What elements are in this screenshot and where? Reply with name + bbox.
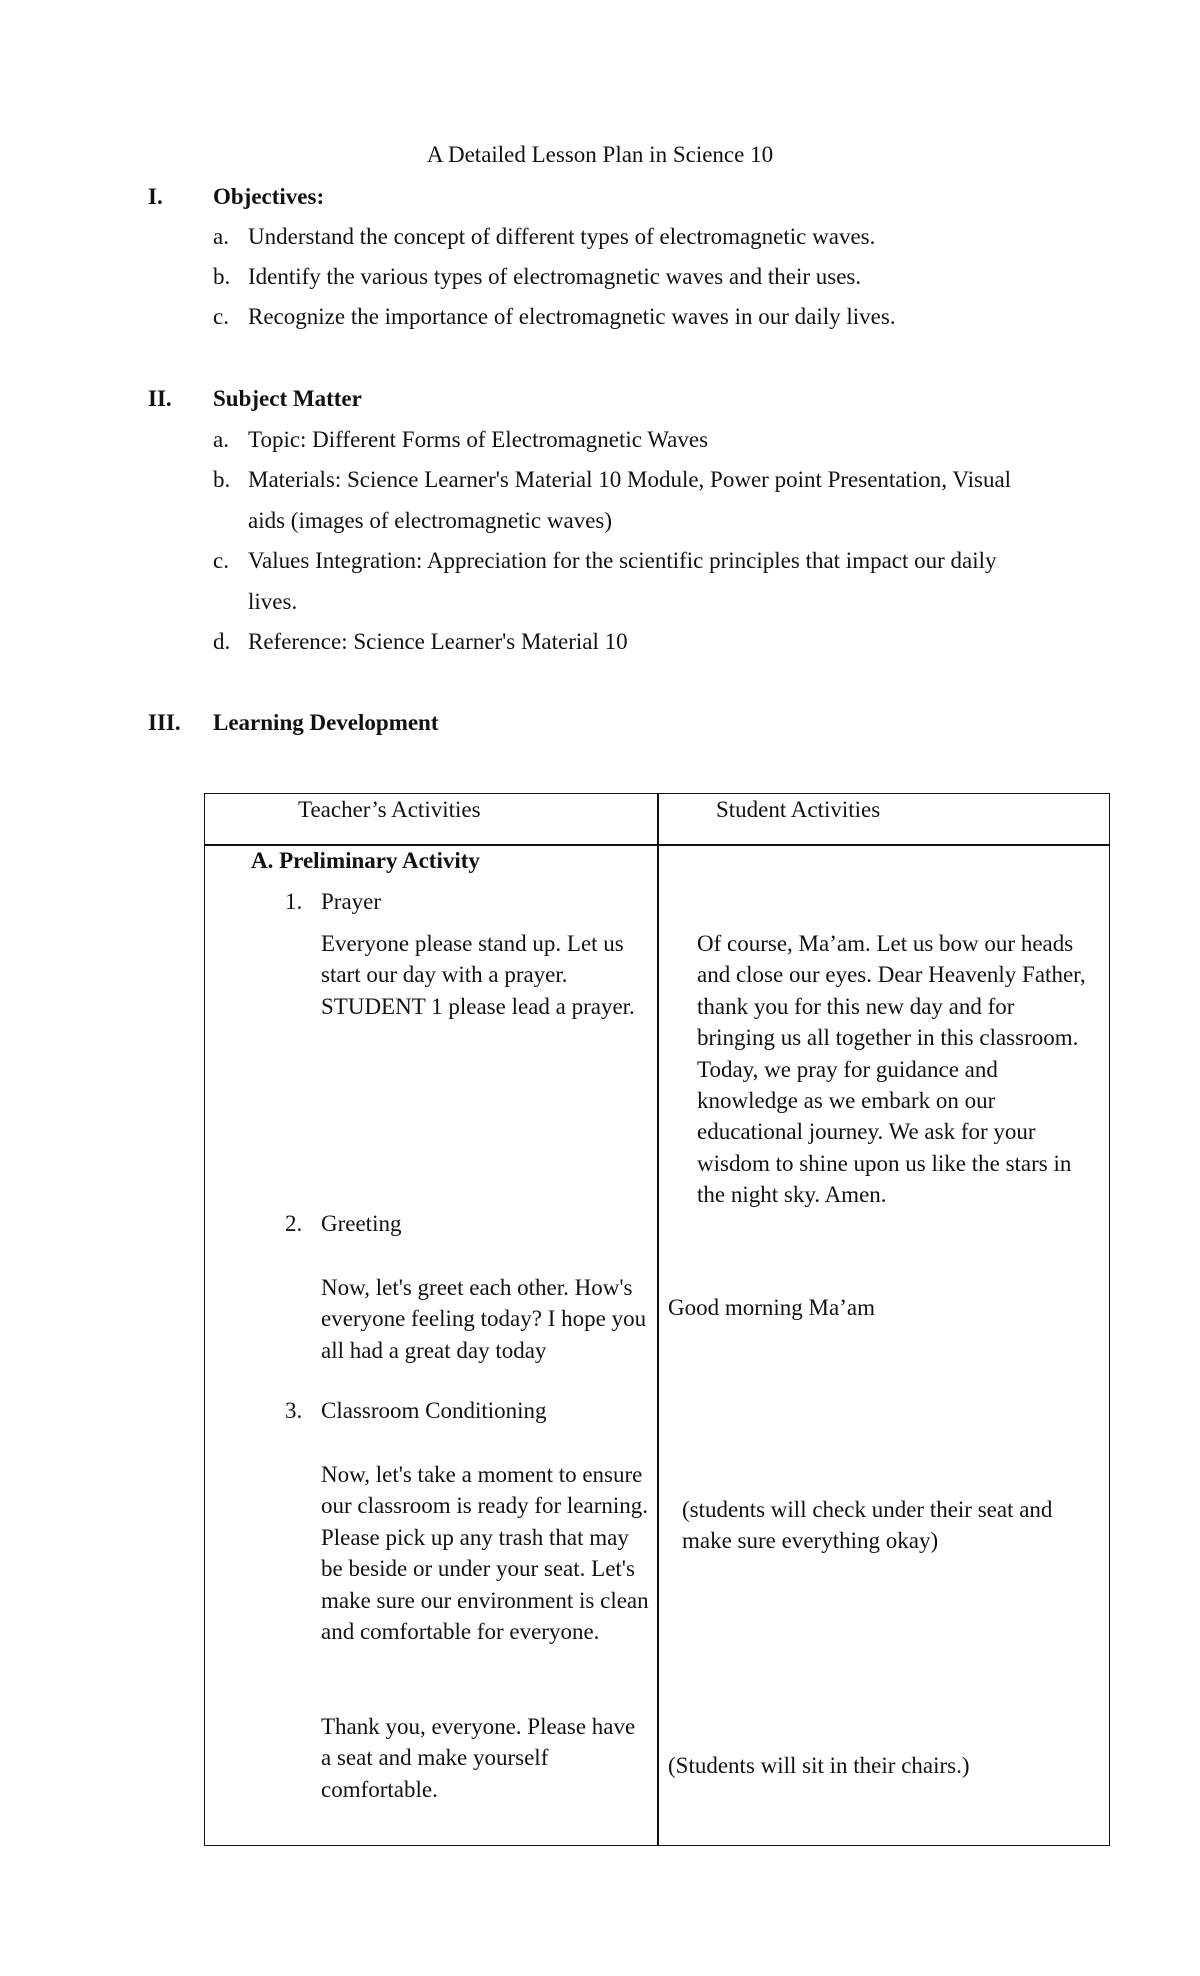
student-text: Good morning Ma’am: [668, 1295, 875, 1320]
list-item: Recognize the importance of electromagnetic waves in our daily lives.: [248, 304, 896, 329]
list-item-continuation: lives.: [248, 589, 298, 614]
list-item: Materials: Science Learner's Material 10 Module, Power point Presentation, Visual: [248, 467, 1012, 492]
list-item: Understand the concept of different types of electromagnetic waves.: [248, 224, 876, 249]
section-numeral: I.: [148, 184, 163, 209]
list-item: Topic: Different Forms of Electromagnetic Waves: [248, 427, 709, 452]
list-letter: d.: [213, 629, 231, 654]
list-item: Identify the various types of electromagnetic waves and their uses.: [248, 264, 862, 289]
student-text: (students will check under their seat and make sure everything okay): [682, 1497, 1053, 1554]
section-heading: Learning Development: [213, 710, 439, 735]
list-letter: c.: [213, 304, 229, 329]
student-text: Of course, Ma’am. Let us bow our heads and close our eyes. Dear Heavenly Father, thank you for this new day and for bringing us all together in this classroom. Today, we pray for guidance and knowledge as we embark on our educational journey. We ask for your wisdom to shine upon us like the stars in the night sky. Amen.: [697, 931, 1086, 1208]
list-letter: b.: [213, 264, 231, 289]
list-item: Reference: Science Learner's Material 10: [248, 629, 628, 654]
step-number: 1.: [285, 889, 303, 914]
student-column-header: Student Activities: [716, 797, 881, 822]
teacher-text: Now, let's take a moment to ensure our classroom is ready for learning. Please pick up any trash that may be beside or under your seat. Let's make sure our environment is clean and comfortable for everyone.: [321, 1462, 649, 1645]
section-heading: Subject Matter: [213, 386, 362, 411]
step-label: Prayer: [321, 889, 382, 914]
teacher-text: Thank you, everyone. Please have a seat and make yourself comfortable.: [321, 1714, 636, 1802]
activity-heading: A. Preliminary Activity: [251, 848, 480, 873]
page-title: A Detailed Lesson Plan in Science 10: [426, 142, 774, 167]
step-label: Greeting: [321, 1211, 402, 1236]
column-divider: [657, 793, 659, 1846]
teacher-text: Everyone please stand up. Let us start our day with a prayer. STUDENT 1 please lead a prayer.: [321, 931, 635, 1019]
step-number: 3.: [285, 1398, 303, 1423]
list-letter: a.: [213, 427, 229, 452]
list-item-continuation: aids (images of electromagnetic waves): [248, 508, 613, 533]
student-text: (Students will sit in their chairs.): [668, 1753, 970, 1778]
section-numeral: III.: [148, 710, 181, 735]
section-numeral: II.: [148, 386, 172, 411]
step-label: Classroom Conditioning: [321, 1398, 547, 1423]
teacher-text: Now, let's greet each other. How's everyone feeling today? I hope you all had a great day today: [321, 1275, 647, 1363]
list-letter: b.: [213, 467, 231, 492]
section-heading: Objectives:: [213, 184, 325, 209]
list-letter: a.: [213, 224, 229, 249]
teacher-column-header: Teacher’s Activities: [298, 797, 481, 822]
list-letter: c.: [213, 548, 229, 573]
list-item: Values Integration: Appreciation for the scientific principles that impact our daily: [248, 548, 997, 573]
step-number: 2.: [285, 1211, 303, 1236]
header-divider: [204, 844, 1110, 846]
